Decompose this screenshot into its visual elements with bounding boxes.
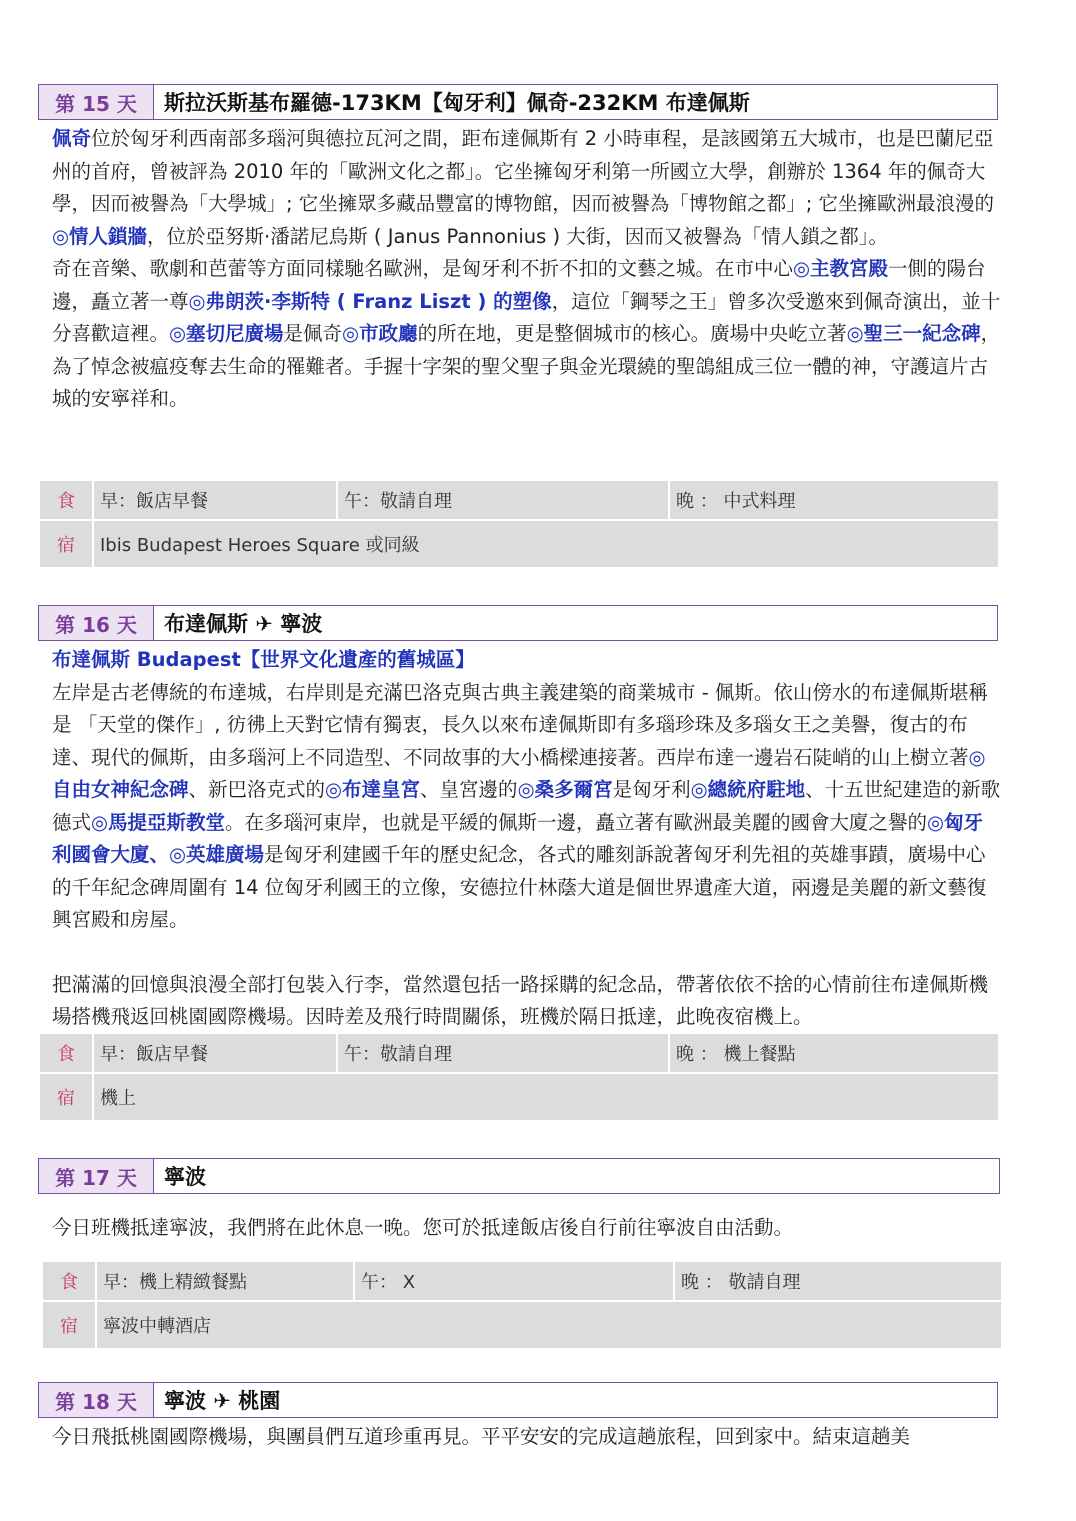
hotel-icon: 宿 bbox=[42, 1301, 96, 1349]
lunch: 午： X bbox=[354, 1261, 674, 1301]
text-run: 一側的陽台邊，矗立著一尊 bbox=[52, 257, 986, 313]
day-16-meals-table bbox=[38, 1032, 1000, 1122]
text-run: 、新巴洛克式的 bbox=[188, 778, 326, 801]
day-title: 寧波 ✈ 桃園 bbox=[164, 1389, 281, 1413]
day-number: 第 16 天 bbox=[39, 606, 154, 640]
day-16-description bbox=[52, 644, 1002, 1034]
lunch: 午：敬請自理 bbox=[337, 1033, 669, 1073]
lunch: 午：敬請自理 bbox=[337, 480, 669, 520]
highlight-place: 佩奇 bbox=[52, 127, 92, 150]
day-number: 第 17 天 bbox=[39, 1159, 154, 1193]
text-run: 是佩奇 bbox=[283, 322, 343, 345]
day-title: 斯拉沃斯基布羅德-173KM【匈牙利】佩奇-232KM 布達佩斯 bbox=[164, 91, 750, 115]
day-17-description bbox=[52, 1212, 1002, 1245]
day-18-description bbox=[52, 1421, 1002, 1454]
text-run: 是匈牙利建國千年的歷史紀念，各式的雕刻訴說著匈牙利先祖的英雄事蹟，廣場中心的千年紀念碑周圍有 14 位匈牙利國王的立像，安德拉什林蔭大道是個世界遺產大道，兩邊是美麗的新文藝復興宮殿和房屋。 bbox=[52, 843, 987, 931]
text-run: 左岸是古老傳統的布達城，右岸則是充滿巴洛克與古典主義建築的商業城市 - 佩斯。依山傍水的布達佩斯堪稱是 「天堂的傑作」, 彷彿上天對它情有獨衷，長久以來布達佩斯即有多瑙珍珠及多瑙女王之美譽，復古的布達、現代的佩斯，由多瑙河上不同造型、不同故事的大小橋樑連接著。西岸布達一邊岩石陡峭的山上樹立著 bbox=[52, 680, 988, 769]
text-run: 、十五世紀建造的新歌德式 bbox=[52, 778, 1001, 834]
day-17-header bbox=[38, 1158, 1000, 1194]
highlight-place: ◎塞切尼廣場 bbox=[169, 322, 284, 345]
text-run: 奇在音樂、歌劇和芭蕾等方面同樣馳名歐洲，是匈牙利不折不扣的文藝之城。在市中心 bbox=[52, 257, 794, 280]
highlight-place: ◎總統府駐地 bbox=[690, 778, 806, 801]
text-run: ，為了悼念被瘟疫奪去生命的罹難者。手握十字架的聖父聖子與金光環繞的聖鴿組成三位一體的神，守護這片古城的安寧祥和。 bbox=[52, 322, 1001, 410]
dinner: 晚 ： 中式料理 bbox=[669, 480, 999, 520]
text-run: ，這位「鋼琴之王」曾多次受邀來到佩奇演出，並十分喜歡這裡。 bbox=[52, 289, 1001, 345]
paragraph bbox=[52, 123, 1002, 253]
hotel-icon: 宿 bbox=[39, 1073, 93, 1121]
text-run: ，位於亞努斯·潘諾尼烏斯 ( Janus Pannonius ) 大街，因而又被譽為「情人鎖之都」。 bbox=[147, 224, 889, 248]
day-number: 第 15 天 bbox=[39, 85, 154, 119]
text-run: 的所在地，更是整個城市的核心。廣場中央屹立著 bbox=[417, 322, 847, 345]
hotel-icon: 宿 bbox=[39, 520, 93, 568]
section-subheading: 布達佩斯 Budapest【世界文化遺產的舊城區】 bbox=[52, 648, 475, 671]
day-15-header bbox=[38, 84, 998, 120]
meal-icon: 食 bbox=[42, 1261, 96, 1301]
highlight-place: ◎情人鎖牆 bbox=[52, 224, 148, 248]
paragraph: 今日班機抵達寧波，我們將在此休息一晚。您可於抵達飯店後自行前往寧波自由活動。 bbox=[52, 1216, 794, 1239]
breakfast: 早：飯店早餐 bbox=[93, 1033, 337, 1073]
highlight-place: ◎主教宮殿 bbox=[793, 257, 889, 280]
text-run: 是匈牙利 bbox=[612, 778, 691, 801]
dinner: 晚 ： 機上餐點 bbox=[669, 1033, 999, 1073]
highlight-place: ◎市政廳 bbox=[342, 322, 418, 345]
paragraph bbox=[52, 677, 1002, 937]
meal-icon: 食 bbox=[39, 480, 93, 520]
dinner: 晚 ： 敬請自理 bbox=[674, 1261, 1002, 1301]
day-title: 布達佩斯 ✈ 寧波 bbox=[164, 612, 323, 636]
day-15-meals-table bbox=[38, 479, 1000, 569]
paragraph: 把滿滿的回憶與浪漫全部打包裝入行李，當然還包括一路採購的紀念品，帶著依依不捨的心情前往布達佩斯機場搭機飛返回桃園國際機場。因時差及飛行時間關係，班機於隔日抵達，此晚夜宿機上。 bbox=[52, 972, 989, 1028]
day-16-header bbox=[38, 605, 998, 641]
paragraph bbox=[52, 253, 1002, 416]
highlight-place: ◎弗朗茨·李斯特 ( Franz Liszt ) 的塑像 bbox=[188, 289, 552, 313]
day-number: 第 18 天 bbox=[39, 1383, 154, 1417]
highlight-place: ◎自由女神紀念碑 bbox=[52, 745, 986, 801]
day-15-description bbox=[52, 123, 1002, 416]
day-18-header bbox=[38, 1382, 998, 1418]
highlight-place: ◎聖三一紀念碑 bbox=[846, 322, 981, 345]
paragraph: 今日飛抵桃園國際機場，與團員們互道珍重再見。平平安安的完成這趟旅程，回到家中。結束這趟美 bbox=[52, 1425, 911, 1448]
text-run: 位於匈牙利西南部多瑙河與德拉瓦河之間，距布達佩斯有 2 小時車程，是該國第五大城市，也是巴蘭尼亞州的首府，曾被評為 2010 年的「歐洲文化之都」。它坐擁匈牙利第一所國立大學，創辦於 1364 年的佩奇大學，因而被譽為「大學城」; 它坐擁眾多藏品豐富的博物館，因而被譽為「博物館之都」; 它坐擁歐洲最浪漫的 bbox=[52, 127, 995, 215]
breakfast: 早：機上精緻餐點 bbox=[96, 1261, 354, 1301]
meal-icon: 食 bbox=[39, 1033, 93, 1073]
breakfast: 早：飯店早餐 bbox=[93, 480, 337, 520]
highlight-place: ◎布達皇宮 bbox=[325, 778, 421, 801]
hotel-name: Ibis Budapest Heroes Square 或同級 bbox=[93, 520, 999, 568]
highlight-place: ◎桑多爾宮 bbox=[517, 778, 613, 801]
text-run: 。在多瑙河東岸，也就是平緩的佩斯一邊，矗立著有歐洲最美麗的國會大廈之譽的 bbox=[225, 810, 928, 834]
text-run: 、皇宮邊的 bbox=[420, 778, 518, 801]
highlight-place: ◎馬提亞斯教堂 bbox=[91, 810, 226, 834]
highlight-place: ◎匈牙利國會大廈、◎英雄廣場 bbox=[52, 810, 984, 866]
hotel-name: 機上 bbox=[93, 1073, 999, 1121]
day-17-meals-table bbox=[41, 1260, 1003, 1350]
hotel-name: 寧波中轉酒店 bbox=[96, 1301, 1002, 1349]
day-title: 寧波 bbox=[164, 1165, 206, 1189]
